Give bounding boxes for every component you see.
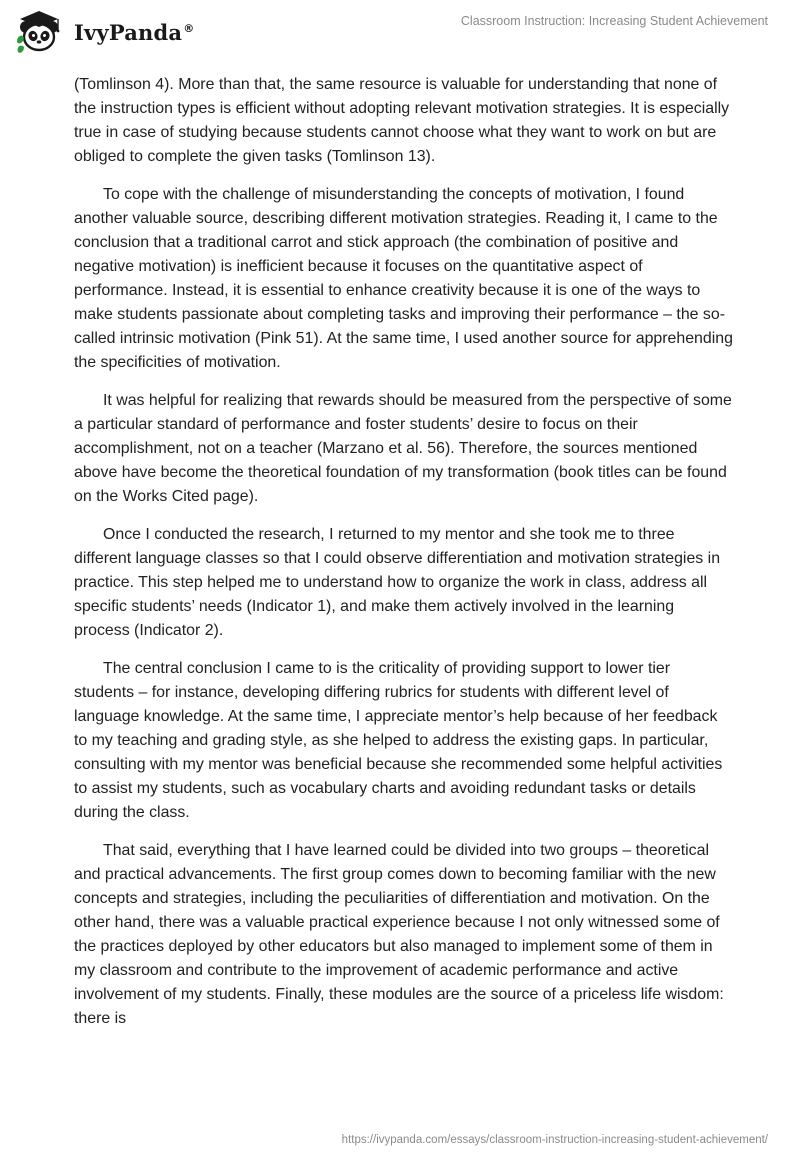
paragraph: To cope with the challenge of misunderstanding the concepts of motivation, I found another valuable source, describing different motivation strategies. Reading it, I came to the conclusion that a traditional carrot and stick approach (the combination of positive and negative motivation) is inefficient because it focuses on the quantitative aspect of performance. Instead, it is essential to enhance creativity because it is one of the ways to make students passionate about completing tasks and improving their performance – the so-called intrinsic motivation (Pink 51). At the same time, I used another source for apprehending the specificities of motivation. <box>74 186 733 371</box>
source-url[interactable]: https://ivypanda.com/essays/classroom-instruction-increasing-student-achievement/ <box>341 1134 768 1146</box>
paragraph: (Tomlinson 4). More than that, the same resource is valuable for understanding that none of the instruction types is efficient without adopting relevant motivation strategies. It is especially true in case of studying because students cannot choose what they want to work on but are obliged to complete the given tasks (Tomlinson 13). <box>74 76 730 165</box>
paragraph: That said, everything that I have learned could be divided into two groups – theoretical and practical advancements. The first group comes down to becoming familiar with the new concepts and strategies, including the peculiarities of differentiation and motivation. On the other hand, there was a valuable practical experience because I not only witnessed some of the practices deployed by other educators but also managed to implement some of them in my classroom and contribute to the improvement of academic performance and active involvement of my students. Finally, these modules are the source of a priceless life wisdom: there is <box>74 842 724 1027</box>
document-title: Classroom Instruction: Increasing Student Achievement <box>460 14 768 28</box>
ivypanda-logo[interactable] <box>14 8 194 56</box>
panda-graduate-logo-icon <box>14 8 68 56</box>
paragraph: It was helpful for realizing that rewards should be measured from the perspective of some a particular standard of performance and foster students’ desire to focus on their accomplishment, not on a teacher (Marzano et al. 56). Therefore, the sources mentioned above have become the theoretical foundation of my transformation (book titles can be found on the Works Cited page). <box>74 392 732 505</box>
essay-body <box>74 73 734 1045</box>
paragraph: Once I conducted the research, I returned to my mentor and she took me to three different language classes so that I could observe differentiation and motivation strategies in practice. This step helped me to understand how to organize the work in class, address all specific students’ needs (Indicator 1), and make them actively involved in the learning process (Indicator 2). <box>74 526 721 639</box>
paragraph: The central conclusion I came to is the criticality of providing support to lower tier students – for instance, developing differing rubrics for students with different level of language knowledge. At the same time, I appreciate mentor’s help because of her feedback to my teaching and grading style, as she helped to address the existing gaps. In particular, consulting with my mentor was beneficial because she recommended some helpful activities to assist my students, such as vocabulary charts and avoiding redundant tasks or details during the class. <box>74 660 723 821</box>
page-header <box>0 0 800 60</box>
brand-name: IvyPanda® <box>74 19 195 45</box>
registered-mark: ® <box>183 21 195 35</box>
